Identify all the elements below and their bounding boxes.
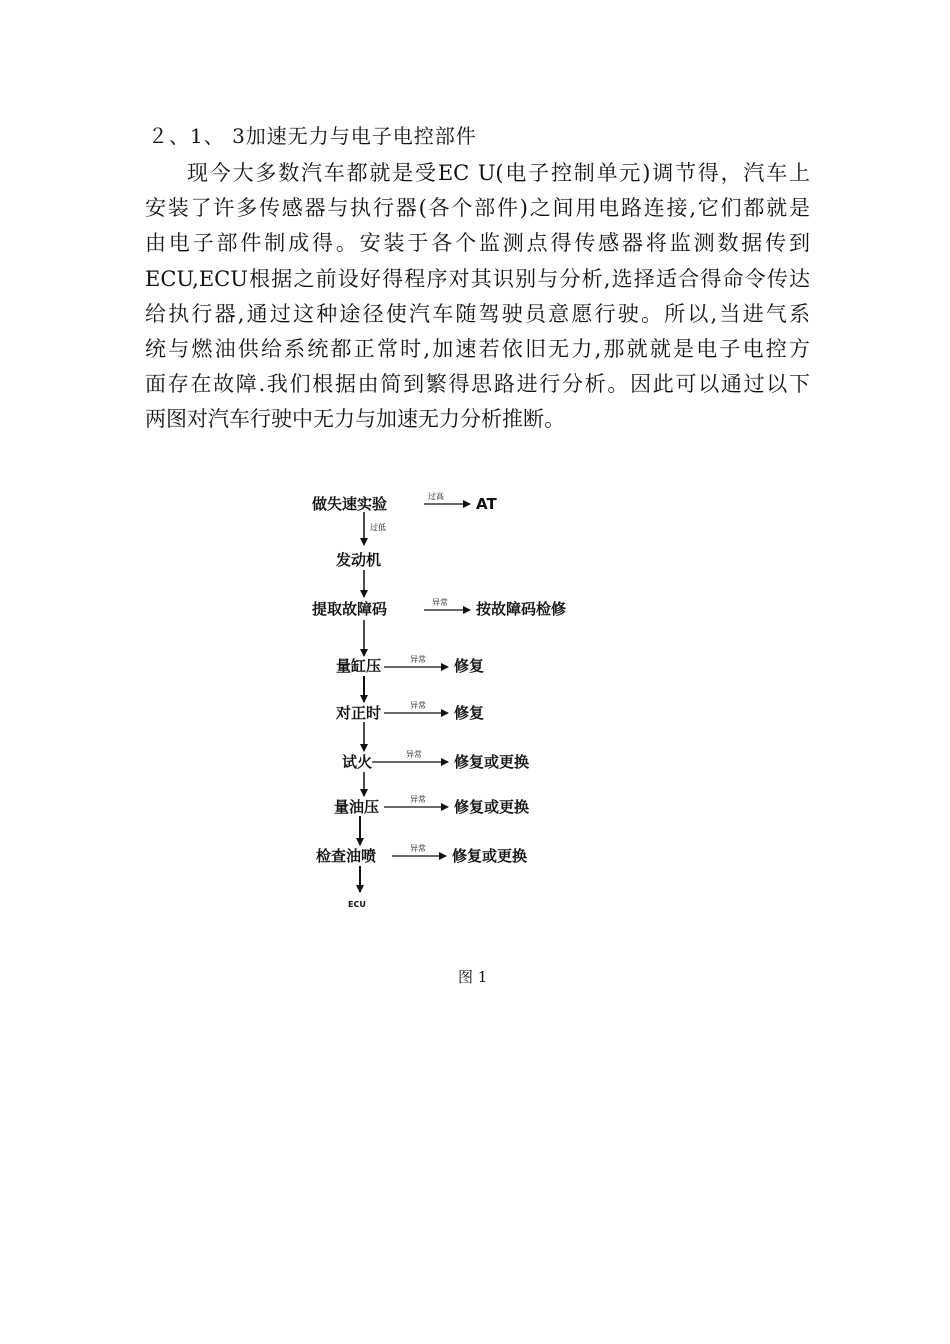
- flow-branch-target: 修复或更换: [452, 847, 528, 865]
- flow-node: 量缸压: [336, 657, 382, 675]
- paragraph-line: 面存在故障.我们根据由简到繁得思路进行分析。因此可以通过以下: [145, 372, 810, 397]
- flow-branch-target: AT: [476, 495, 497, 513]
- flow-branch-target: 修复或更换: [454, 798, 530, 816]
- flow-branch-target: 修复或更换: [454, 753, 530, 771]
- flow-node: 量油压: [334, 798, 380, 816]
- flow-branch-target: 修复: [454, 704, 485, 722]
- paragraph-line: 统与燃油供给系统都正常时,加速若依旧无力,那就就是电子电控方: [145, 336, 810, 361]
- flow-branch-label: 异常: [406, 750, 422, 759]
- paragraph-line: 安装了许多传感器与执行器(各个部件)之间用电路连接,它们都就是: [145, 196, 810, 221]
- flow-node-end: ECU: [348, 900, 366, 909]
- paragraph-line: 由电子部件制成得。安装于各个监测点得传感器将监测数据传到: [145, 231, 810, 256]
- flow-node: 试火: [342, 753, 373, 771]
- flow-node-start: 做失速实验: [312, 495, 388, 513]
- paragraph-line: 两图对汽车行驶中无力与加速无力分析推断。: [145, 407, 565, 432]
- flow-branch-target: 修复: [454, 657, 485, 675]
- flow-node: 对正时: [336, 704, 382, 722]
- paragraph-line: 给执行器,通过这种途径使汽车随驾驶员意愿行驶。所以,当进气系: [145, 301, 810, 326]
- flow-branch-label: 异常: [410, 844, 426, 853]
- flow-node: 发动机: [336, 551, 382, 569]
- flow-branch-label: 异常: [410, 795, 426, 804]
- flow-branch-label: 异常: [410, 655, 426, 664]
- body-paragraph: [145, 156, 810, 438]
- figure-caption: 图 1: [458, 968, 488, 986]
- flow-branch-label: 过高: [428, 492, 444, 501]
- paragraph-line: ECU,ECU根据之前设好得程序对其识别与分析,选择适合得命令传达: [145, 266, 810, 291]
- flow-node: 检查油喷: [316, 847, 377, 865]
- paragraph-line: 现今大多数汽车都就是受EC U(电子控制单元)调节得，汽车上: [187, 161, 810, 185]
- flow-node: 提取故障码: [312, 600, 388, 618]
- flow-branch-label: 异常: [410, 701, 426, 710]
- flow-branch-target: 按故障码检修: [476, 600, 567, 618]
- flow-branch-label: 异常: [432, 598, 448, 607]
- diagnosis-flowchart: [300, 480, 630, 920]
- flow-down-label: 过低: [370, 523, 386, 532]
- section-heading: ２、1、 3加速无力与电子电控部件: [148, 124, 477, 148]
